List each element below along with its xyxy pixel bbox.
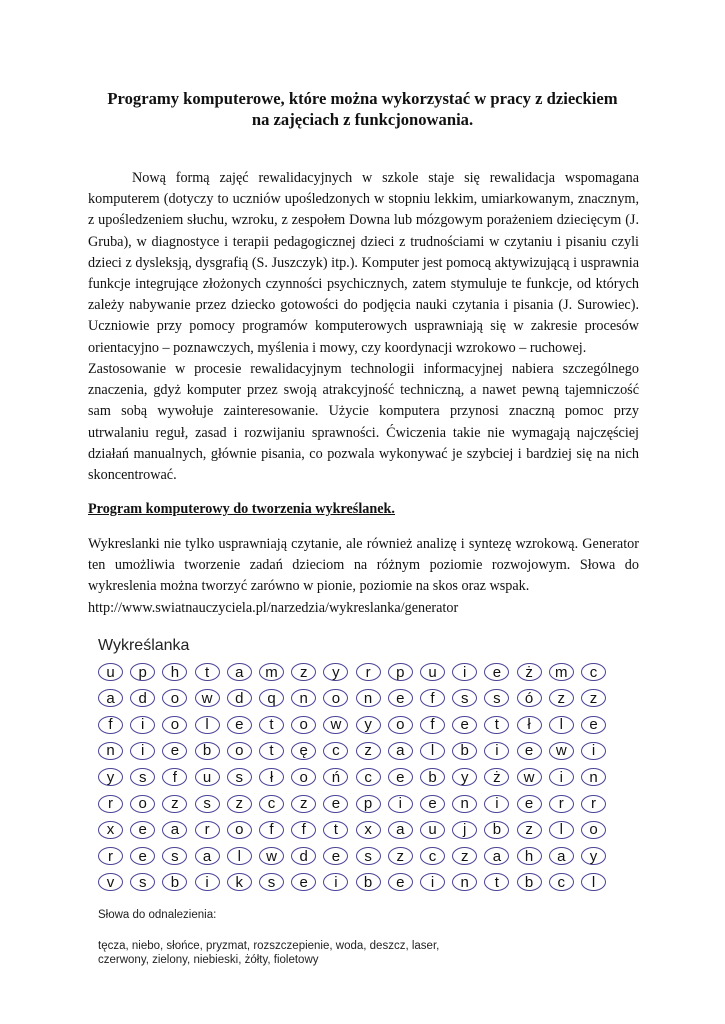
grid-letter[interactable]: z (517, 821, 542, 839)
grid-letter[interactable]: d (291, 847, 316, 865)
grid-letter[interactable]: b (452, 742, 477, 760)
letter-grid (98, 663, 620, 899)
grid-letter[interactable]: c (356, 768, 381, 786)
grid-letter[interactable]: e (227, 716, 252, 734)
page-title (60, 88, 665, 130)
words-label: Słowa do odnalezienia: (98, 909, 217, 921)
grid-letter[interactable]: w (195, 689, 220, 707)
grid-letter[interactable]: r (356, 663, 381, 681)
grid-letter[interactable]: o (162, 716, 187, 734)
grid-letter[interactable]: v (98, 873, 123, 891)
grid-letter[interactable]: e (388, 873, 413, 891)
grid-letter[interactable]: w (259, 847, 284, 865)
grid-letter[interactable]: f (291, 821, 316, 839)
grid-letter[interactable]: f (420, 716, 445, 734)
grid-letter[interactable]: s (130, 768, 155, 786)
grid-letter[interactable]: a (549, 847, 574, 865)
grid-letter[interactable]: l (227, 847, 252, 865)
grid-letter[interactable]: n (452, 795, 477, 813)
grid-letter[interactable]: e (162, 742, 187, 760)
grid-letter[interactable]: s (227, 768, 252, 786)
grid-letter[interactable]: l (420, 742, 445, 760)
grid-letter[interactable]: p (130, 663, 155, 681)
grid-letter[interactable]: o (291, 716, 316, 734)
grid-letter[interactable]: y (452, 768, 477, 786)
grid-letter[interactable]: b (420, 768, 445, 786)
grid-letter[interactable]: ł (259, 768, 284, 786)
grid-letter[interactable]: s (452, 689, 477, 707)
grid-letter[interactable]: s (195, 795, 220, 813)
grid-letter[interactable]: s (259, 873, 284, 891)
grid-letter[interactable]: o (162, 689, 187, 707)
grid-letter[interactable]: w (549, 742, 574, 760)
grid-letter[interactable]: w (517, 768, 542, 786)
grid-letter[interactable]: f (420, 689, 445, 707)
grid-letter[interactable]: a (162, 821, 187, 839)
grid-letter[interactable]: c (420, 847, 445, 865)
grid-letter[interactable]: s (356, 847, 381, 865)
grid-letter[interactable]: e (130, 847, 155, 865)
grid-letter[interactable]: i (420, 873, 445, 891)
section-text: Wykreslanki nie tylko usprawniają czytanie, ale również analizę i syntezę wzrokową. Generator ten umożliwia tworzenie zadań dzieciom na różnym poziomie rozwojowym. Słowa do wykreslenia można tworzyć zarówno w pionie, poziomie na skos oraz wspak. (88, 536, 639, 595)
grid-letter[interactable]: e (581, 716, 606, 734)
grid-letter[interactable]: y (581, 847, 606, 865)
grid-letter[interactable]: l (549, 821, 574, 839)
grid-letter[interactable]: n (356, 689, 381, 707)
grid-letter[interactable]: e (388, 768, 413, 786)
grid-letter[interactable]: a (388, 742, 413, 760)
grid-letter[interactable]: z (356, 742, 381, 760)
grid-letter[interactable]: c (259, 795, 284, 813)
grid-letter[interactable]: r (549, 795, 574, 813)
grid-letter[interactable]: o (227, 742, 252, 760)
grid-letter[interactable]: h (517, 847, 542, 865)
grid-letter[interactable]: b (195, 742, 220, 760)
grid-letter[interactable]: f (162, 768, 187, 786)
grid-letter[interactable]: e (130, 821, 155, 839)
grid-letter[interactable]: l (549, 716, 574, 734)
grid-letter[interactable]: a (195, 847, 220, 865)
paragraph-2: Zastosowanie w procesie rewalidacyjnym technologii informacyjnej nabiera szczególnego znaczenia, gdyż komputer przez swoją atrakcyjność techniczną, a nawet pewną tajemniczość sam sobą wywołuje zainteresowanie. Użycie komputera przynosi znaczną pomoc przy utrwalaniu reguł, zasad i rozwijaniu sprawności. Ćwiczenia takie nie wymagają najczęściej działań manualnych, głównie pisania, co pozwala wykonywać je szybciej i bardziej się na nich skoncentrować. (88, 361, 639, 484)
word-search-puzzle (98, 637, 628, 966)
grid-letter[interactable]: a (227, 663, 252, 681)
grid-letter[interactable]: z (291, 663, 316, 681)
grid-letter[interactable]: s (484, 689, 509, 707)
section-heading: Program komputerowy do tworzenia wykreślanek. (88, 501, 395, 517)
grid-letter[interactable]: z (162, 795, 187, 813)
generator-url[interactable]: http://www.swiatnauczyciela.pl/narzedzia/wykreslanka/generator (88, 600, 459, 616)
paragraph-1: Nową formą zajęć rewalidacyjnych w szkole staje się rewalidacja wspomagana komputerem (dotyczy to uczniów upośledzonych w stopniu lekkim, umiarkowanym, znacznym, z upośledzeniem słuchu, wzroku, z zespołem Downa lub mózgowym porażeniem dziecięcym (J. Gruba), w diagnostyce i terapii pedagogicznej dzieci z trudnościami w czytaniu i pisaniu czyli dzieci z dysleksją, dysgrafią (S. Juszczyk) itp.). Komputer jest pomocą aktywizującą i usprawnia funkcje integrujące złożonych czynności psychicznych, zatem stymuluje te funkcje, od których zależy nabywanie przez dziecko gotowości do podjęcia nauki czytania i pisania (J. Surowiec). Uczniowie przy pomocy programów komputerowych usprawniają się w zakresie procesów orientacyjno – poznawczych, myślenia i mowy, czy koordynacji wzrokowo – ruchowej. (88, 170, 639, 356)
grid-letter[interactable]: z (291, 795, 316, 813)
grid-letter[interactable]: b (162, 873, 187, 891)
grid-letter[interactable]: n (581, 768, 606, 786)
grid-letter[interactable]: t (259, 742, 284, 760)
grid-letter[interactable]: y (323, 663, 348, 681)
grid-letter[interactable]: i (388, 795, 413, 813)
grid-letter[interactable]: d (130, 689, 155, 707)
grid-letter[interactable]: ż (517, 663, 542, 681)
grid-letter[interactable]: e (291, 873, 316, 891)
grid-letter[interactable]: a (484, 847, 509, 865)
grid-letter[interactable]: z (581, 689, 606, 707)
grid-letter[interactable]: s (130, 873, 155, 891)
grid-letter[interactable]: e (484, 663, 509, 681)
grid-letter[interactable]: n (98, 742, 123, 760)
grid-letter[interactable]: y (98, 768, 123, 786)
grid-letter[interactable]: m (549, 663, 574, 681)
grid-letter[interactable]: c (581, 663, 606, 681)
grid-letter[interactable]: r (581, 795, 606, 813)
grid-letter[interactable]: y (356, 716, 381, 734)
grid-letter[interactable]: t (323, 821, 348, 839)
grid-letter[interactable]: i (581, 742, 606, 760)
puzzle-title: Wykreślanka (98, 637, 190, 654)
grid-letter[interactable]: q (259, 689, 284, 707)
grid-letter[interactable]: c (323, 742, 348, 760)
grid-letter[interactable]: t (484, 873, 509, 891)
grid-letter[interactable]: p (356, 795, 381, 813)
grid-letter[interactable]: z (227, 795, 252, 813)
grid-letter[interactable]: n (452, 873, 477, 891)
grid-letter[interactable]: j (452, 821, 477, 839)
grid-letter[interactable]: i (323, 873, 348, 891)
grid-letter[interactable]: o (581, 821, 606, 839)
grid-letter[interactable]: r (195, 821, 220, 839)
grid-letter[interactable]: o (323, 689, 348, 707)
grid-letter[interactable]: e (388, 689, 413, 707)
grid-letter[interactable]: x (356, 821, 381, 839)
grid-letter[interactable]: f (98, 716, 123, 734)
title-line-2: na zajęciach z funkcjonowania. (251, 110, 474, 129)
grid-letter[interactable]: u (420, 821, 445, 839)
grid-letter[interactable]: o (227, 821, 252, 839)
grid-letter[interactable]: ó (517, 689, 542, 707)
grid-letter[interactable]: i (130, 716, 155, 734)
grid-letter[interactable]: i (130, 742, 155, 760)
grid-letter[interactable]: u (195, 768, 220, 786)
grid-letter[interactable]: i (549, 768, 574, 786)
grid-letter[interactable]: z (549, 689, 574, 707)
grid-letter[interactable]: z (452, 847, 477, 865)
grid-letter[interactable]: ż (484, 768, 509, 786)
grid-letter[interactable]: i (484, 742, 509, 760)
grid-letter[interactable]: ę (291, 742, 316, 760)
grid-letter[interactable]: o (130, 795, 155, 813)
grid-letter[interactable]: u (98, 663, 123, 681)
grid-letter[interactable]: b (517, 873, 542, 891)
grid-letter[interactable]: e (452, 716, 477, 734)
grid-letter[interactable]: e (517, 795, 542, 813)
grid-letter[interactable]: l (581, 873, 606, 891)
grid-letter[interactable]: d (227, 689, 252, 707)
grid-letter[interactable]: u (420, 663, 445, 681)
grid-letter[interactable]: e (517, 742, 542, 760)
grid-letter[interactable]: w (323, 716, 348, 734)
grid-letter[interactable]: o (291, 768, 316, 786)
grid-letter[interactable]: p (388, 663, 413, 681)
grid-letter[interactable]: i (452, 663, 477, 681)
grid-letter[interactable]: x (98, 821, 123, 839)
grid-letter[interactable]: b (356, 873, 381, 891)
grid-letter[interactable]: ł (517, 716, 542, 734)
grid-letter[interactable]: s (162, 847, 187, 865)
grid-letter[interactable]: a (98, 689, 123, 707)
grid-letter[interactable]: z (388, 847, 413, 865)
grid-letter[interactable]: b (484, 821, 509, 839)
grid-letter[interactable]: o (388, 716, 413, 734)
grid-letter[interactable]: r (98, 847, 123, 865)
grid-letter[interactable]: i (484, 795, 509, 813)
grid-letter[interactable]: e (323, 847, 348, 865)
grid-letter[interactable]: l (195, 716, 220, 734)
grid-letter[interactable]: h (162, 663, 187, 681)
grid-letter[interactable]: a (388, 821, 413, 839)
grid-letter[interactable]: ń (323, 768, 348, 786)
grid-letter[interactable]: t (195, 663, 220, 681)
grid-letter[interactable]: k (227, 873, 252, 891)
grid-letter[interactable]: m (259, 663, 284, 681)
grid-letter[interactable]: t (259, 716, 284, 734)
grid-letter[interactable]: e (420, 795, 445, 813)
words-list: tęcza, niebo, słońce, pryzmat, rozszczepienie, woda, deszcz, laser, czerwony, zielony, niebieski, żółty, fioletowy (98, 940, 440, 966)
grid-letter[interactable]: i (195, 873, 220, 891)
grid-letter[interactable]: f (259, 821, 284, 839)
grid-letter[interactable]: e (323, 795, 348, 813)
grid-letter[interactable]: c (549, 873, 574, 891)
grid-letter[interactable]: n (291, 689, 316, 707)
grid-letter[interactable]: r (98, 795, 123, 813)
title-line-1: Programy komputerowe, które można wykorzystać w pracy z dzieckiem (107, 89, 618, 108)
grid-letter[interactable]: t (484, 716, 509, 734)
